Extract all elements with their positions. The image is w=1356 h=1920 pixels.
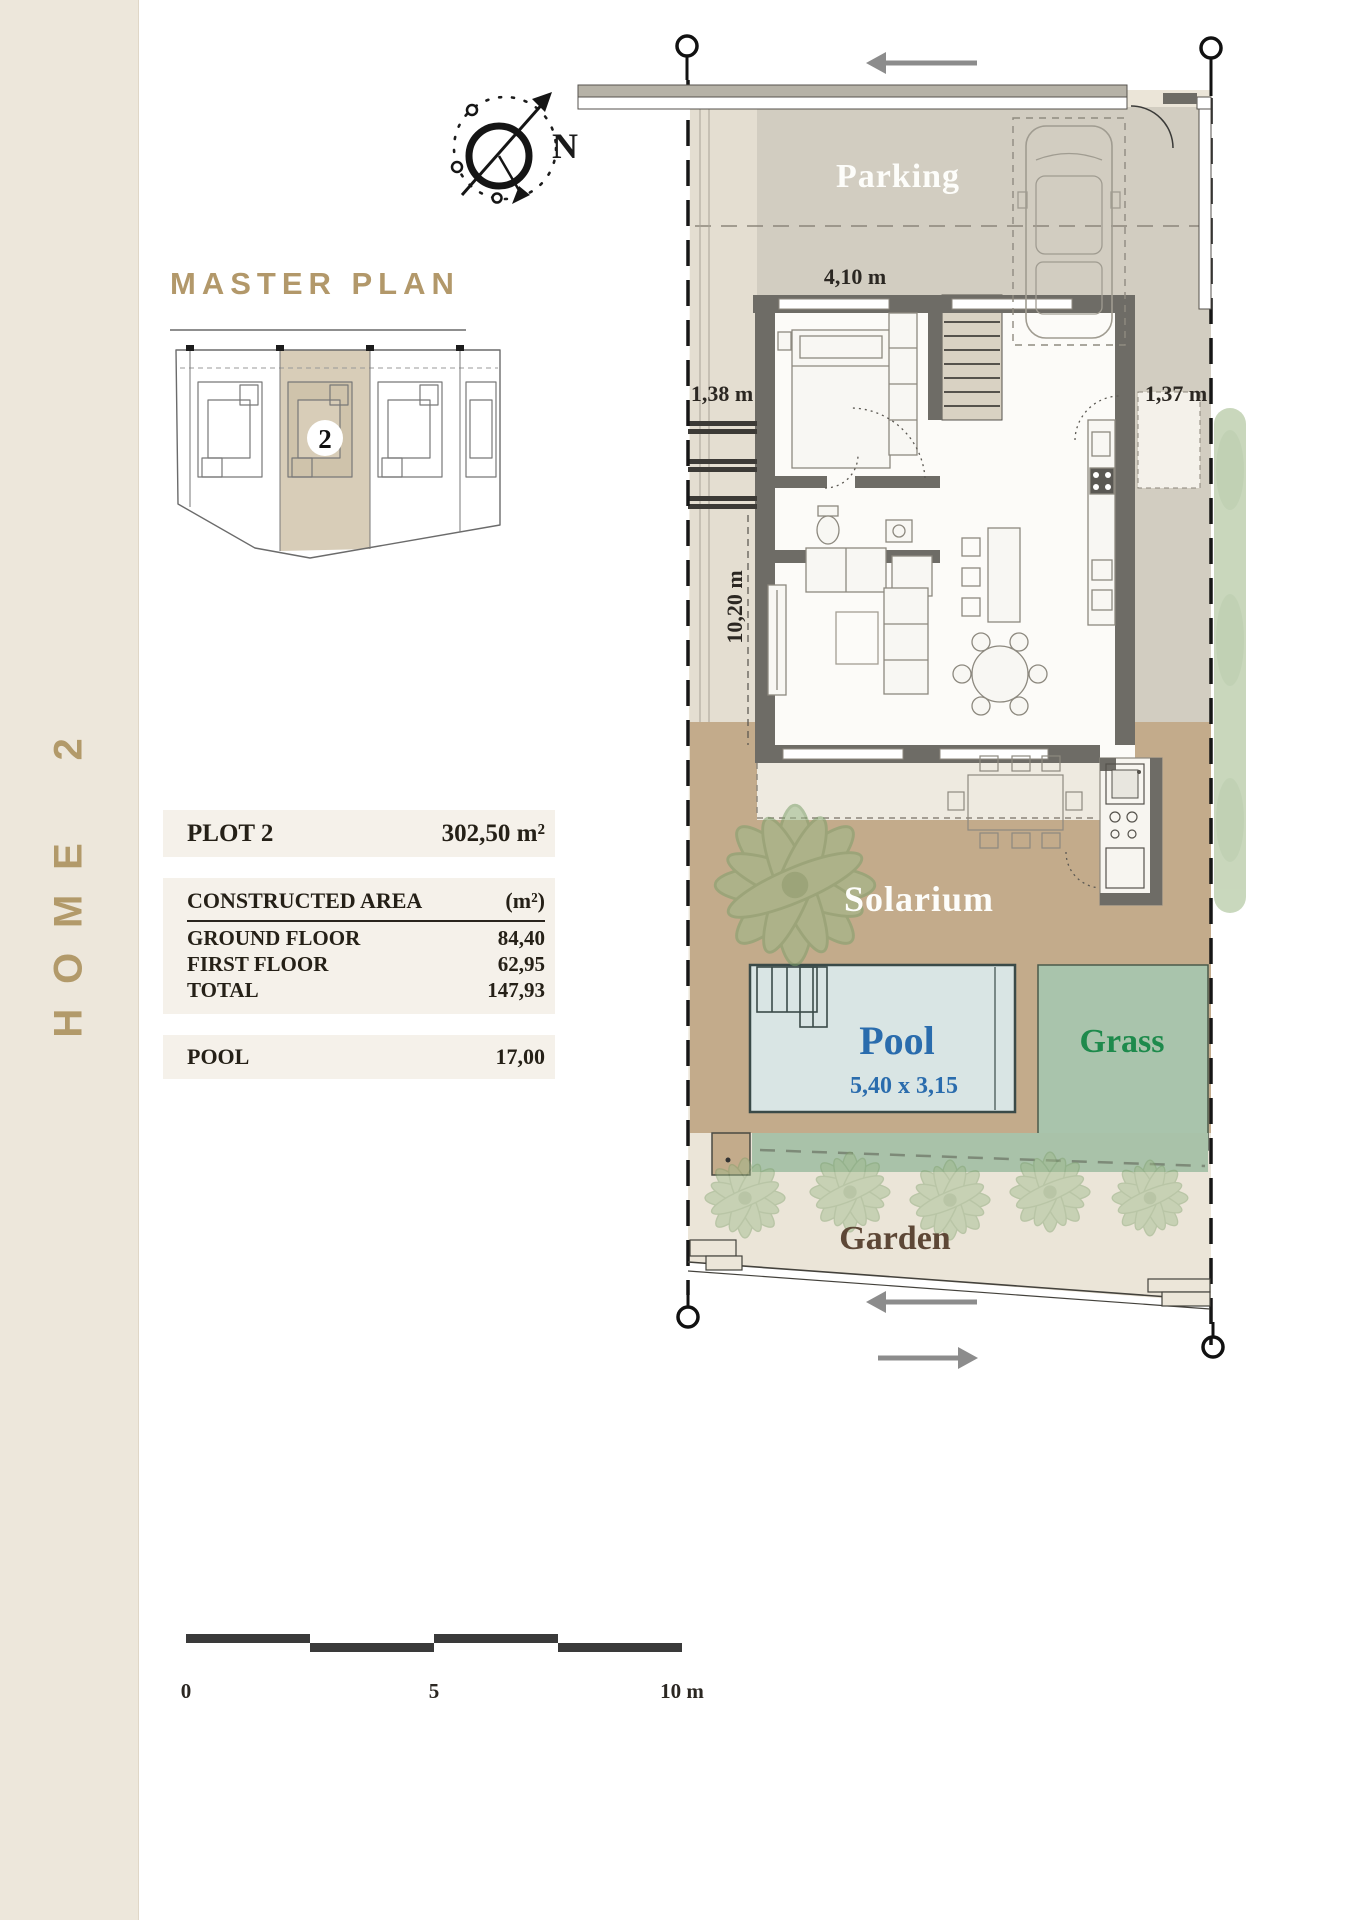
dim-top: 4,10 m	[823, 264, 887, 289]
thumb-house-3	[378, 382, 442, 477]
dim-right-upper: 1,37 m	[1144, 381, 1208, 406]
entry-porch	[1138, 392, 1200, 488]
plot-label: PLOT 2	[187, 819, 274, 847]
site-plan	[578, 36, 1246, 1369]
dim-left-upper: 1,38 m	[690, 381, 754, 406]
scale-end: 10 m	[660, 1679, 704, 1703]
parking-label: Parking	[835, 158, 961, 195]
home-title-text: HOME 2	[46, 712, 91, 1038]
scale-mid: 5	[428, 1679, 440, 1703]
solarium-label: Solarium	[843, 879, 995, 919]
scale-start: 0	[180, 1679, 192, 1703]
compass-icon	[452, 92, 578, 204]
dim-left-lower: 10,20 m	[722, 570, 747, 644]
pool-label: POOL	[187, 1044, 250, 1069]
stairs	[928, 295, 1002, 420]
grass-label: Grass	[1079, 1023, 1165, 1060]
row-label: TOTAL	[187, 978, 259, 1002]
scale-bar	[181, 1634, 705, 1703]
garden-label: Garden	[839, 1220, 951, 1257]
row-value: 84,40	[497, 926, 545, 950]
plot-2-number: 2	[318, 424, 332, 454]
constructed-unit: (m²)	[505, 888, 545, 913]
outdoor-kitchen	[1100, 758, 1162, 905]
pool-size-label: 5,40 x 3,15	[850, 1073, 958, 1099]
row-value: 62,95	[497, 952, 545, 976]
compass-north-label: N	[552, 126, 578, 166]
pool-label: Pool	[859, 1018, 935, 1063]
row-value: 147,93	[487, 978, 545, 1002]
constructed-header: CONSTRUCTED AREA	[187, 888, 423, 913]
row-label: FIRST FLOOR	[187, 952, 329, 976]
plot-2-badge	[307, 420, 343, 456]
thumb-house-1	[198, 382, 262, 477]
thumb-house-4	[466, 382, 496, 477]
row-label: GROUND FLOOR	[187, 926, 361, 950]
master-plan-title: MASTER PLAN	[170, 266, 460, 301]
master-plan-thumbnail	[176, 345, 500, 558]
plot-value: 302,50 m²	[441, 819, 545, 847]
pool-value: 17,00	[495, 1044, 545, 1069]
side-hedge	[1214, 408, 1246, 913]
